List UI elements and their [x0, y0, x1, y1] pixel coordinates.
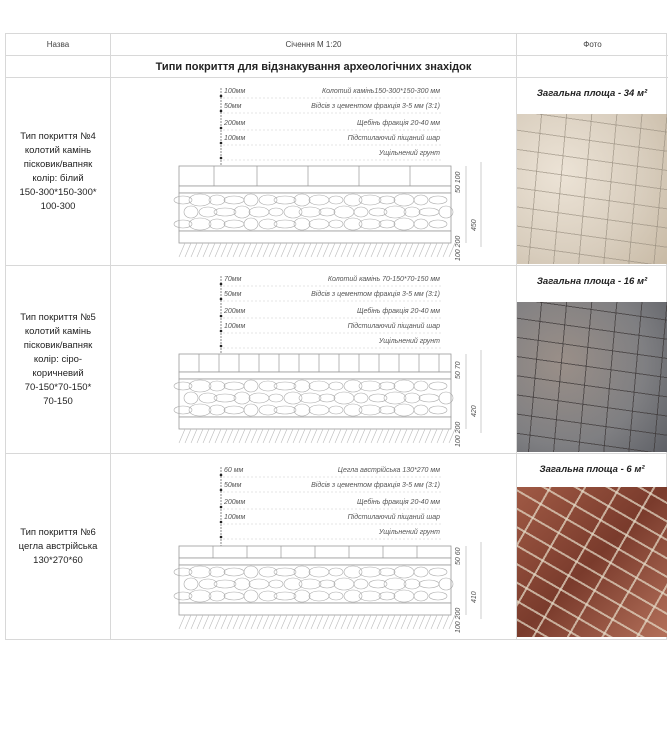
layer-description: Відсів з цементом фракція 3-5 мм (3:1) [311, 482, 440, 489]
layer-thickness: 100мм [224, 135, 246, 142]
layer-thickness: 70мм [224, 276, 242, 283]
dimension-lower: 100 200 [455, 607, 462, 633]
table-row [6, 266, 666, 454]
title-right-cell [517, 56, 668, 78]
dimension-total: 420 [471, 405, 478, 417]
total-area: Загальна площа - 16 м² [536, 276, 648, 287]
layer-description: Щебінь фракція 20-40 мм [356, 308, 440, 315]
photo-cell [517, 454, 667, 639]
covering-name: Тип покриття №5 колотий камінь пісковик/вапняк колір: сіро- коричневий 70-150*70-150* 70-150 [6, 266, 111, 453]
dimension-lower: 100 200 [455, 235, 462, 261]
layer-thickness: 60 мм [224, 467, 244, 474]
table-title: Типи покриття для відзнакування археологічних знахідок [111, 56, 517, 78]
layer-thickness: 100мм [224, 88, 246, 95]
covering-photo [517, 487, 667, 637]
table-row [6, 78, 666, 266]
covering-photo [517, 114, 667, 264]
layer-description: Щебінь фракція 20-40 мм [356, 499, 440, 506]
header-photo: Фото [517, 34, 668, 56]
layer-description: Ущільнений грунт [378, 150, 440, 157]
covering-name: Тип покриття №4 колотий камінь пісковик/вапняк колір: білий 150-300*150-300* 100-300 [6, 78, 111, 265]
photo-cell [517, 266, 667, 453]
header-name: Назва [6, 34, 111, 56]
layer-thickness: 50мм [224, 482, 242, 489]
dimension-lower: 100 200 [455, 421, 462, 447]
layer-thickness: 50мм [224, 291, 242, 298]
photo-cell [517, 78, 667, 265]
layer-thickness: 100мм [224, 514, 246, 521]
coverings-table [5, 33, 667, 640]
dimension-top: 50 60 [455, 547, 462, 565]
layer-description: Щебінь фракція 20-40 мм [356, 120, 440, 127]
section-drawing [111, 454, 517, 639]
layer-description: Колотий камінь 70-150*70-150 мм [327, 276, 440, 283]
covering-photo [517, 302, 667, 452]
section-drawing [111, 266, 517, 453]
layer-description: Підстилаючий піщаний шар [347, 323, 440, 330]
covering-name: Тип покриття №6 цегла австрійська 130*270*60 [6, 454, 111, 639]
layer-description: Підстилаючий піщаний шар [347, 135, 440, 142]
layer-thickness: 200мм [224, 120, 246, 127]
header-section: Січення М 1:20 [111, 34, 517, 56]
layer-description: Цегла австрійська 130*270 мм [337, 467, 440, 474]
layer-description: Відсів з цементом фракція 3-5 мм (3:1) [311, 103, 440, 110]
layer-thickness: 200мм [224, 499, 246, 506]
total-area: Загальна площа - 6 м² [539, 464, 645, 475]
layer-description: Підстилаючий піщаний шар [347, 514, 440, 521]
layer-description: Ущільнений грунт [378, 338, 440, 345]
title-left-cell [6, 56, 111, 78]
layer-description: Відсів з цементом фракція 3-5 мм (3:1) [311, 291, 440, 298]
layer-thickness: 100мм [224, 323, 246, 330]
layer-description: Колотий камінь150-300*150-300 мм [322, 88, 440, 95]
layer-thickness: 50мм [224, 103, 242, 110]
dimension-total: 410 [471, 591, 478, 603]
total-area: Загальна площа - 34 м² [536, 88, 648, 99]
layer-thickness: 200мм [224, 308, 246, 315]
table-row [6, 454, 666, 640]
dimension-total: 450 [471, 219, 478, 231]
section-drawing [111, 78, 517, 265]
layer-description: Ущільнений грунт [378, 529, 440, 536]
dimension-top: 50 100 [455, 171, 462, 193]
dimension-top: 50 70 [455, 361, 462, 379]
